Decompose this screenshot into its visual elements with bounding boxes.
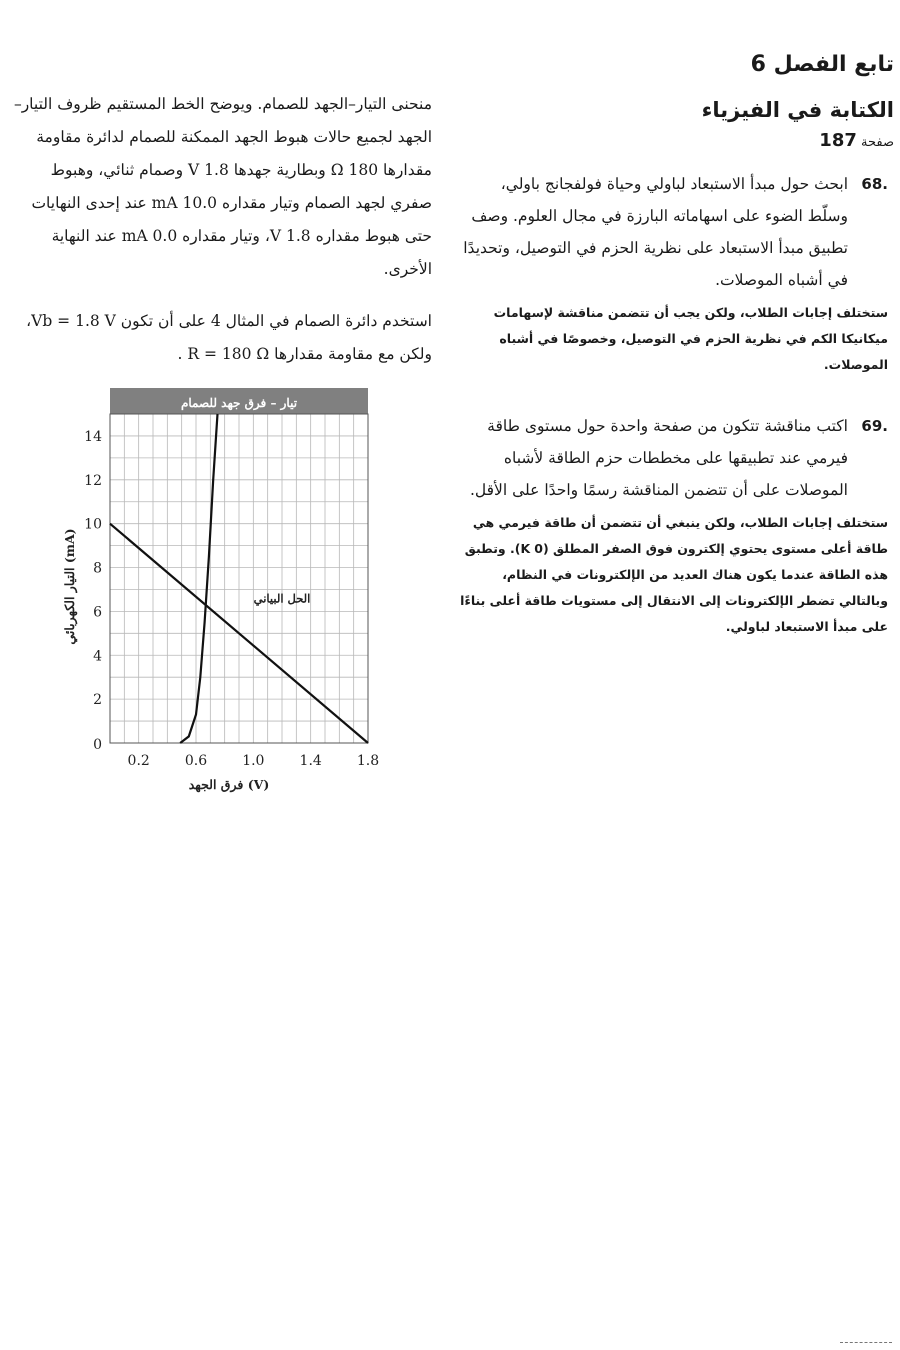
question-text: ابحث حول مبدأ الاستبعاد لباولي وحياة فولفجانج باولي، وسلّط الضوء على اسهاماته البارزة في مجال العلوم. وصف تطبيق مبدأ الاستبعاد على نظرية الحزم في التوصيل، وتحديدًا في أشباه الموصلات. bbox=[463, 175, 848, 289]
x-tick-label: 1.8 bbox=[356, 753, 380, 769]
y-tick-label: 0 bbox=[93, 737, 102, 753]
y-tick-label: 10 bbox=[84, 516, 102, 533]
y-tick-label: 12 bbox=[84, 472, 102, 489]
page-number: 187 bbox=[819, 130, 857, 151]
x-axis-label: فرق الجهد (V) bbox=[188, 777, 270, 792]
x-tick-label: 0.2 bbox=[127, 753, 150, 769]
y-tick-label: 6 bbox=[93, 604, 102, 621]
x-tick-label: 0.6 bbox=[184, 753, 208, 769]
page-label: صفحة bbox=[861, 135, 894, 150]
section-title: الكتابة في الفيزياء bbox=[701, 98, 894, 122]
left-paragraph-2: استخدم دائرة الصمام في المثال 4 على أن تكون Vb = 1.8 V، ولكن مع مقاومة مقدارها R = 180 Ω . bbox=[26, 312, 432, 363]
question-69 bbox=[458, 410, 888, 640]
question-68 bbox=[458, 168, 888, 378]
chapter-title: تابع الفصل 6 bbox=[750, 52, 894, 77]
y-tick-label: 2 bbox=[93, 692, 102, 709]
solution-annotation: الحل البياني bbox=[253, 591, 311, 606]
answer-text: ستختلف إجابات الطلاب، ولكن يجب أن تتضمن مناقشة لإسهامات ميكانيكا الكم في نظرية الحزم في التوصيل، وخصوصًا في أشباه الموصلات. bbox=[493, 305, 888, 372]
y-axis-label: التيار الكهربائي (mA) bbox=[62, 528, 77, 645]
y-tick-label: 8 bbox=[93, 560, 102, 577]
y-tick-label: 4 bbox=[93, 648, 102, 665]
y-tick-label: 14 bbox=[84, 428, 102, 445]
question-text: اكتب مناقشة تتكون من صفحة واحدة حول مستوى طاقة فيرمي عند تطبيقها على مخططات حزم الطاقة لأشباه الموصلات على أن تتضمن المناقشة رسمًا واحدًا على الأقل. bbox=[469, 417, 848, 499]
page-edge-mark bbox=[840, 1342, 892, 1344]
diode-iv-chart bbox=[52, 380, 382, 805]
question-number: 69. bbox=[861, 417, 888, 435]
left-paragraph-1: منحنى التيار–الجهد للصمام. ويوضح الخط المستقيم ظروف التيار–الجهد لجميع حالات هبوط الجهد الممكنة للصمام لدائرة مقاومة مقدارها 180 Ω وبطارية جهدها 1.8 V وصمام ثنائي، وهبوط صفري لجهد الصمام وتيار مقداره 10.0 mA عند إحدى النهايات حتى هبوط مقداره 1.8 V، وتيار مقداره 0.0 mA عند النهاية الأخرى. bbox=[13, 95, 432, 278]
question-number: 68. bbox=[861, 175, 888, 193]
page-reference bbox=[594, 130, 894, 151]
answer-text: ستختلف إجابات الطلاب، ولكن ينبغي أن تتضمن أن طاقة فيرمي هي طاقة أعلى مستوى يحتوي إلكترون فوق الصفر المطلق (0 K). وتطبق هذه الطاقة عندما يكون هناك العديد من الإلكترونات في النظام، وبالتالي تضطر الإلكترونات إلى الانتقال إلى مستويات طاقة أعلى بناءًا على مبدأ الاستبعاد لباولي. bbox=[460, 515, 888, 634]
chart-title: تيار – فرق جهد للصمام bbox=[180, 396, 298, 410]
x-tick-label: 1.4 bbox=[299, 753, 322, 769]
plot-area bbox=[110, 414, 368, 743]
x-tick-label: 1.0 bbox=[242, 753, 265, 769]
